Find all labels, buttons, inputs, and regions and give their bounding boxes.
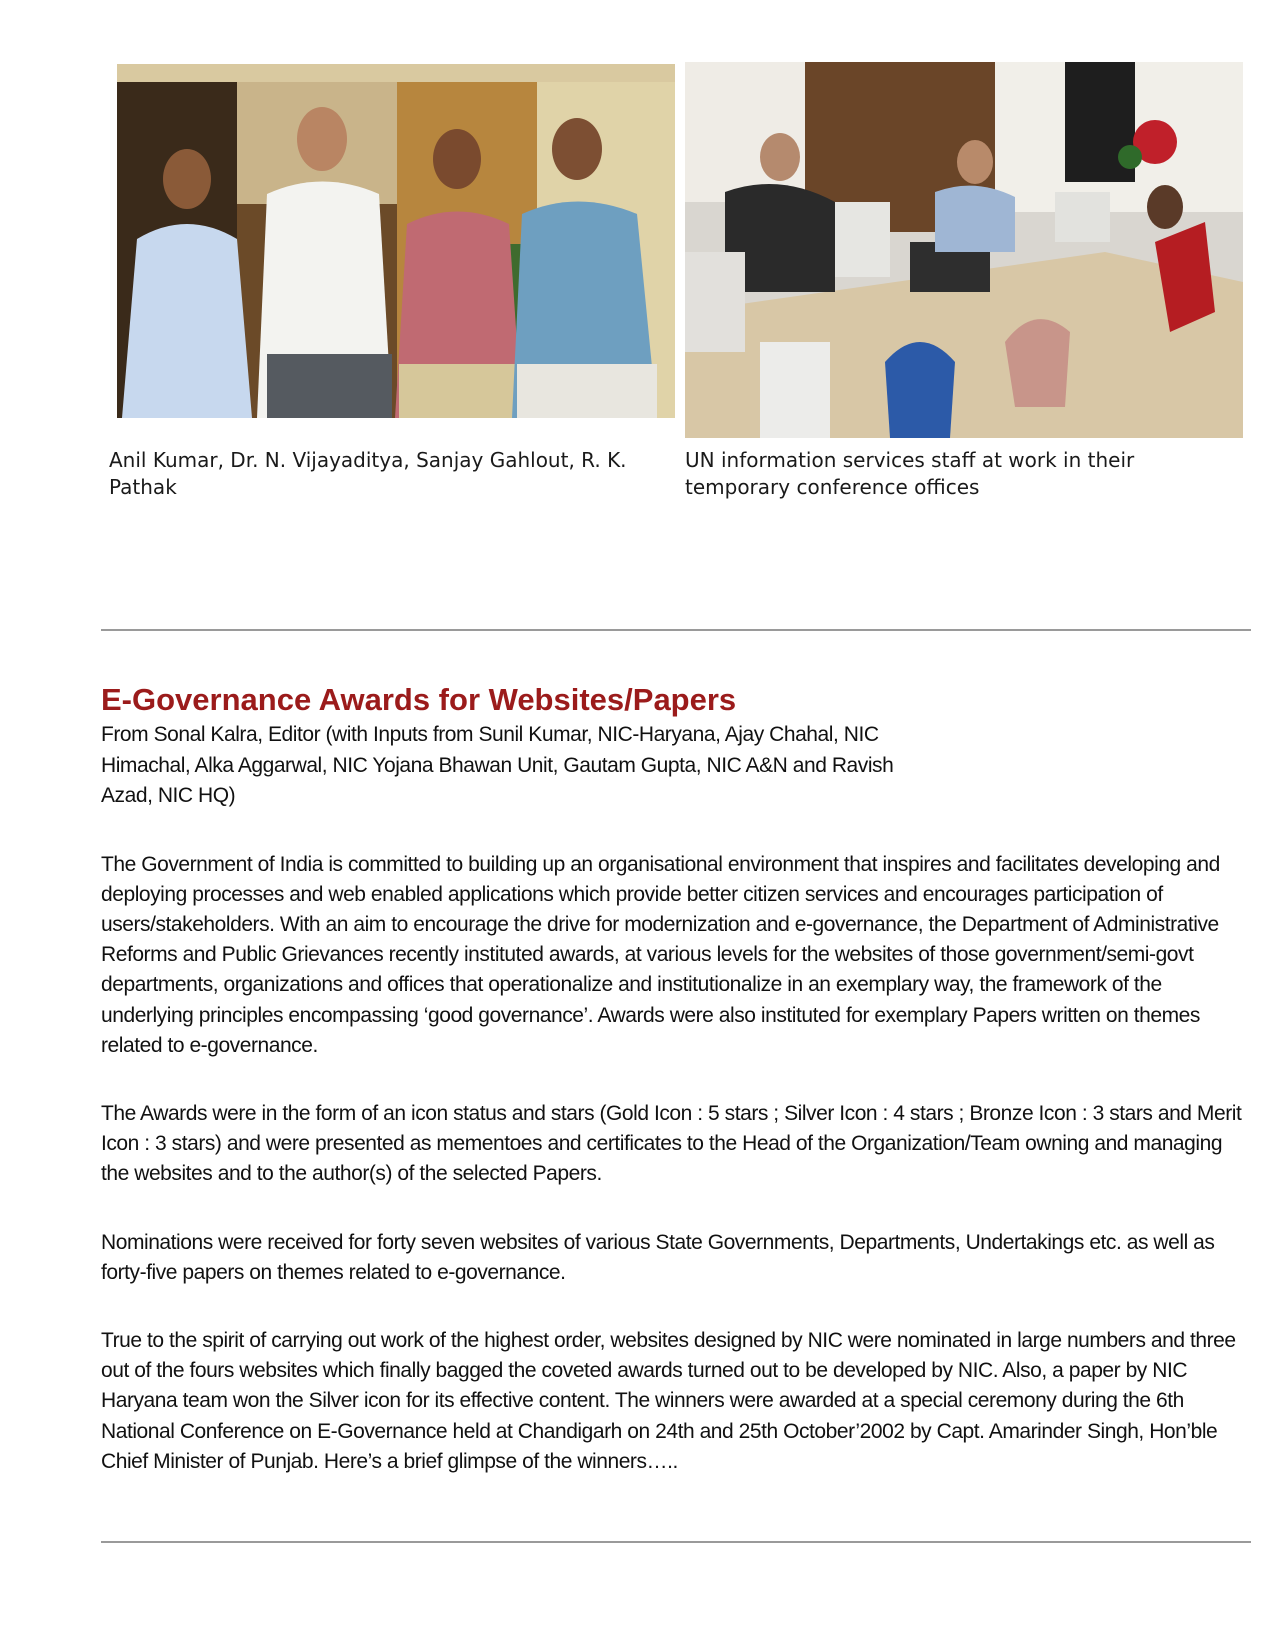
group-photo-image [117,64,675,418]
group-photo [117,64,675,418]
article-paragraph-2: The Awards were in the form of an icon status and stars (Gold Icon : 5 stars ; Silver Icon : 4 stars ; Bronze Icon : 3 stars and Merit Icon : 3 stars) and were presented as mementoes and certificates to the Head of the Organization/Team owning and managing the websites and to the author(s) of the selected Papers. [101,1101,1242,1186]
article-paragraph-3: Nominations were received for forty seven websites of various State Governments, Departments, Undertakings etc. as well as forty-five papers on themes related to e-governance. [101,1230,1215,1284]
article-byline: From Sonal Kalra, Editor (with Inputs from Sunil Kumar, NIC-Haryana, Ajay Chahal, NIC Himachal, Alka Aggarwal, NIC Yojana Bhawan Unit, Gautam Gupta, NIC A&N and Ravish Azad, NIC HQ) [101,723,894,807]
article [101,680,1251,1477]
photo-caption-right: UN information services staff at work in their temporary conference offices [685,448,1135,499]
office-photo-image [685,62,1243,438]
photo-caption-left: Anil Kumar, Dr. N. Vijayaditya, Sanjay Gahlout, R. K. Pathak [109,448,627,499]
article-paragraph-4: True to the spirit of carrying out work of the highest order, websites designed by NIC were nominated in large numbers and three out of the fours websites which finally bagged the coveted awards turned out to be developed by NIC. Also, a paper by NIC Haryana team won the Silver icon for its effective content. The winners were awarded at a special ceremony during the 6th National Conference on E-Governance held at Chandigarh on 24th and 25th October’2002 by Capt. Amarinder Singh, Hon’ble Chief Minister of Punjab. Here’s a brief glimpse of the winners….. [101,1328,1236,1473]
office-photo [685,62,1243,438]
article-title: E-Governance Awards for Websites/Papers [101,682,737,717]
divider-top [101,629,1251,631]
divider-bottom [101,1541,1251,1543]
article-paragraph-1: The Government of India is committed to building up an organisational environment that inspires and facilitates developing and deploying processes and web enabled applications which provide better citizen services and encourages participation of users/stakeholders. With an aim to encourage the drive for modernization and e-governance, the Department of Administrative Reforms and Public Grievances recently instituted awards, at various levels for the websites of those government/semi-govt departments, organizations and offices that operationalize and institutionalize in an exemplary way, the framework of the underlying principles encompassing ‘good governance’. Awards were also instituted for exemplary Papers written on themes related to e-governance. [101,852,1220,1057]
